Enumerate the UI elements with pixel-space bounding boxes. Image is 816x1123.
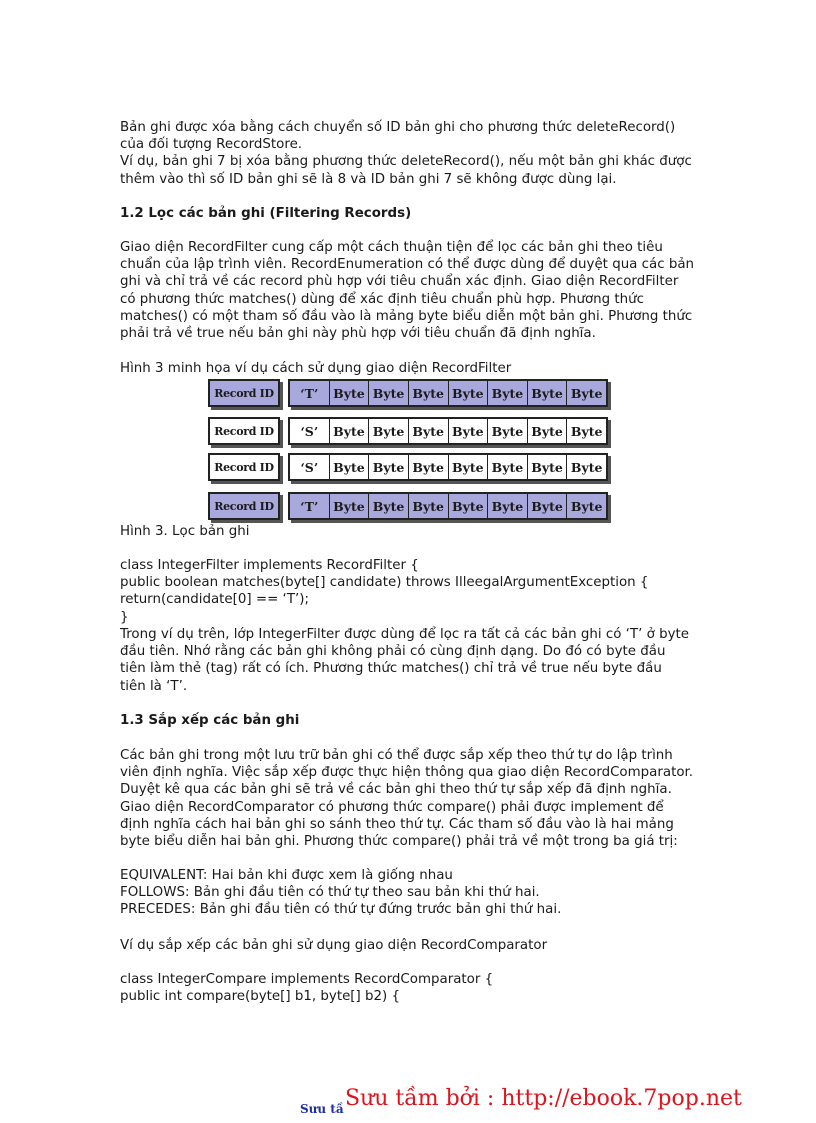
record-id-box: Record ID bbox=[208, 453, 280, 481]
byte-cell: Byte bbox=[527, 494, 567, 518]
tag-byte-cell: ‘S’ bbox=[300, 423, 319, 439]
byte-cell: Byte bbox=[329, 381, 369, 405]
byte-cell: Byte bbox=[408, 419, 448, 443]
figure-caption: Hình 3. Lọc bản ghi bbox=[120, 524, 250, 539]
text-line: viên định nghĩa. Việc sắp xếp được thực hiện thông qua giao diện RecordComparator. bbox=[120, 765, 694, 781]
code-line: public int compare(byte[] b1, byte[] b2) { bbox=[120, 989, 401, 1005]
text-line: tiên làm thẻ (tag) rất có ích. Phương thức matches() chỉ trả về true nếu byte đầu bbox=[120, 661, 662, 677]
record-id-box: Record ID bbox=[208, 379, 280, 407]
text-line: Ví dụ, bản ghi 7 bị xóa bằng phương thức deleteRecord(), nếu một bản ghi khác được bbox=[120, 154, 692, 170]
text-line: đầu tiên. Nhớ rằng các bản ghi không phải có cùng định dạng. Do đó có byte đầu bbox=[120, 644, 666, 660]
record-row bbox=[208, 492, 612, 524]
byte-cell: Byte bbox=[566, 381, 606, 405]
byte-cells bbox=[288, 417, 608, 445]
byte-cell: Byte bbox=[527, 419, 567, 443]
byte-cell: Byte bbox=[368, 455, 408, 479]
byte-cell: Byte bbox=[329, 494, 369, 518]
byte-cell: Byte bbox=[487, 419, 527, 443]
text-line: chuẩn của lập trình viên. RecordEnumeration có thể được dùng để duyệt qua các bản bbox=[120, 257, 695, 273]
byte-cell: Byte bbox=[566, 419, 606, 443]
tag-byte-cell: ‘T’ bbox=[300, 498, 319, 514]
code-line: } bbox=[120, 609, 129, 625]
byte-cell: Byte bbox=[527, 381, 567, 405]
byte-cell: Byte bbox=[566, 494, 606, 518]
byte-cell: Byte bbox=[527, 455, 567, 479]
record-row bbox=[208, 379, 612, 411]
code-line: class IntegerCompare implements RecordComparator { bbox=[120, 972, 494, 987]
byte-cell: Byte bbox=[487, 494, 527, 518]
text-line: ghi và chỉ trả về các record phù hợp với tiêu chuẩn xác định. Giao diện RecordFilter bbox=[120, 274, 679, 290]
byte-cell: Byte bbox=[487, 381, 527, 405]
byte-cells bbox=[288, 379, 608, 407]
record-row bbox=[208, 417, 612, 449]
filtering-paragraph bbox=[120, 239, 710, 342]
code-sample-compare bbox=[120, 971, 710, 1005]
code-line: return(candidate[0] == ‘T’); bbox=[120, 592, 309, 608]
tag-byte-cell: ‘S’ bbox=[300, 459, 319, 475]
code-line: public boolean matches(byte[] candidate) throws IlleegalArgumentException { bbox=[120, 575, 649, 591]
constant-line: FOLLOWS: Bản ghi đầu tiên có thứ tự theo sau bản khi thứ hai. bbox=[120, 885, 540, 901]
sorting-paragraph bbox=[120, 747, 710, 850]
byte-cell: Byte bbox=[408, 381, 448, 405]
byte-cell: Byte bbox=[368, 494, 408, 518]
byte-cell: Byte bbox=[368, 419, 408, 443]
constant-line: PRECEDES: Bản ghi đầu tiên có thứ tự đứng trước bản ghi thứ hai. bbox=[120, 902, 562, 918]
comparator-constants bbox=[120, 867, 710, 919]
tag-byte-cell: ‘T’ bbox=[300, 385, 319, 401]
constant-line: EQUIVALENT: Hai bản khi được xem là giống nhau bbox=[120, 868, 453, 883]
text-line: Bản ghi được xóa bằng cách chuyển số ID bản ghi cho phương thức deleteRecord() bbox=[120, 120, 676, 135]
byte-cell: Byte bbox=[448, 455, 488, 479]
byte-cell: Byte bbox=[566, 455, 606, 479]
record-id-box: Record ID bbox=[208, 492, 280, 520]
byte-cell: Byte bbox=[408, 494, 448, 518]
section-heading-sorting: 1.3 Sắp xếp các bản ghi bbox=[120, 713, 300, 728]
watermark-small: Sưu tầ bbox=[300, 1102, 344, 1116]
text-line: Giao diện RecordComparator có phương thức compare() phải được implement để bbox=[120, 799, 664, 815]
record-row bbox=[208, 453, 612, 485]
byte-cell: Byte bbox=[487, 455, 527, 479]
text-line: có phương thức matches() dùng để xác định tiêu chuẩn phù hợp. Phương thức bbox=[120, 291, 644, 307]
text-line: Các bản ghi trong một lưu trữ bản ghi có thể được sắp xếp theo thứ tự do lập trình bbox=[120, 748, 673, 763]
text-line: thêm vào thì số ID bản ghi sẽ là 8 và ID bản ghi 7 sẽ không được dùng lại. bbox=[120, 171, 617, 187]
byte-cell: Byte bbox=[329, 419, 369, 443]
intro-paragraph bbox=[120, 119, 710, 188]
figure-intro: Hình 3 minh họa ví dụ cách sử dụng giao diện RecordFilter bbox=[120, 361, 512, 376]
text-line: byte biểu diễn hai bản ghi. Phương thức compare() phải trả về một trong ba giá trị: bbox=[120, 834, 678, 850]
code-line: class IntegerFilter implements RecordFilter { bbox=[120, 558, 419, 573]
byte-cells bbox=[288, 453, 608, 481]
text-line: Giao diện RecordFilter cung cấp một cách thuận tiện để lọc các bản ghi theo tiêu bbox=[120, 240, 663, 255]
text-line: tiên là ‘T’. bbox=[120, 678, 188, 694]
record-id-box: Record ID bbox=[208, 417, 280, 445]
byte-cell: Byte bbox=[448, 494, 488, 518]
text-line: matches() có một tham số đầu vào là mảng byte biểu diễn một bản ghi. Phương thức bbox=[120, 308, 693, 324]
example-intro: Ví dụ sắp xếp các bản ghi sử dụng giao diện RecordComparator bbox=[120, 938, 548, 953]
explain-paragraph bbox=[120, 626, 710, 695]
byte-cells bbox=[288, 492, 608, 520]
watermark-link[interactable]: Sưu tầm bởi : http://ebook.7pop.net bbox=[345, 1086, 742, 1111]
text-line: Trong ví dụ trên, lớp IntegerFilter được dùng để lọc ra tất cả các bản ghi có ‘T’ ở byte bbox=[120, 627, 689, 642]
text-line: Duyệt kê qua các bản ghi sẽ trả về các bản ghi theo thứ tự sắp xếp đã định nghĩa. bbox=[120, 782, 672, 798]
section-heading-filtering: 1.2 Lọc các bản ghi (Filtering Records) bbox=[120, 206, 412, 221]
text-line: của đối tượng RecordStore. bbox=[120, 137, 303, 153]
byte-cell: Byte bbox=[448, 419, 488, 443]
byte-cell: Byte bbox=[408, 455, 448, 479]
text-line: định nghĩa cách hai bản ghi so sánh theo thứ tự. Các tham số đầu vào là hai mảng bbox=[120, 816, 674, 832]
byte-cell: Byte bbox=[329, 455, 369, 479]
byte-cell: Byte bbox=[368, 381, 408, 405]
code-sample-filter bbox=[120, 557, 710, 626]
byte-cell: Byte bbox=[448, 381, 488, 405]
text-line: phải trả về true nếu bản ghi này phù hợp với tiêu chuẩn đã định nghĩa. bbox=[120, 326, 596, 342]
